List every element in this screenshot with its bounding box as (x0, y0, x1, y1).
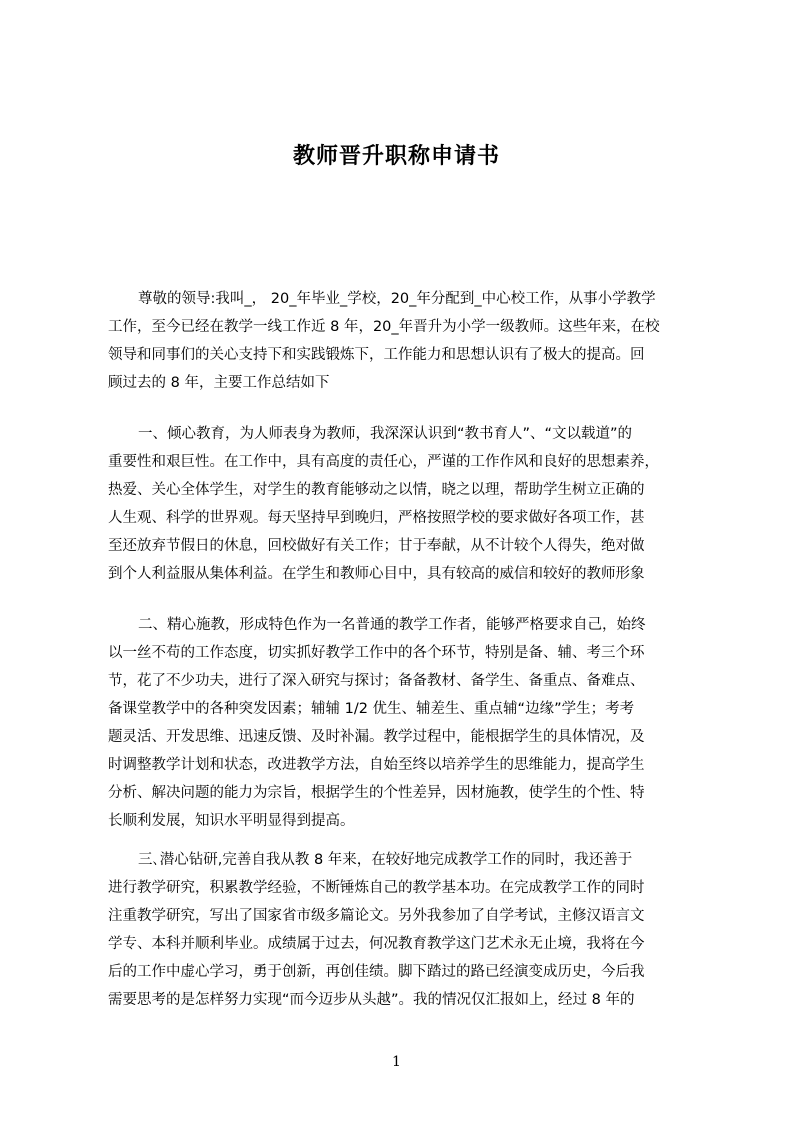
paragraph-line: 长顺利发展，知识水平明显得到提高。 (108, 813, 355, 829)
paragraph-line: 到个人利益服从集体利益。在学生和教师心目中，具有较高的威信和较好的教师形象 (108, 566, 645, 582)
paragraph-line: 备课堂教学中的各种突发因素；辅辅 1/2 优生、辅差生、重点辅“边缘”学生；考考 (108, 701, 635, 717)
paragraph-line: 学专、本科并顺利毕业。成绩属于过去，何况教育教学这门艺术永无止境，我将在今 (108, 936, 645, 952)
paragraph-line: 时调整教学计划和状态，改进教学方法，自始至终以培养学生的思维能力，提高学生 (108, 757, 645, 773)
paragraph-line: 二、精心施教，形成特色作为一名普通的教学工作者，能够严格要求自己，始终 (138, 617, 646, 633)
paragraph-line: 进行教学研究，积累教学经验，不断锤炼自己的教学基本功。在完成教学工作的同时 (108, 880, 645, 896)
paragraph-line: 尊敬的领导:我叫_， 20_年毕业_学校，20_年分配到_中心校工作，从事小学教学 (138, 291, 656, 307)
paragraph-line: 领导和同事们的关心支持下和实践锻炼下，工作能力和思想认识有了极大的提高。回 (108, 347, 645, 363)
page-number: 1 (392, 1054, 401, 1070)
paragraph-line: 至还放弃节假日的休息，回校做好有关工作；甘于奉献，从不计较个人得失，绝对做 (108, 538, 645, 554)
paragraph-line: 节，花了不少功夫，进行了深入研究与探讨；备备教材、备学生、备重点、备难点、 (108, 673, 645, 689)
paragraph-line: 热爱、关心全体学生，对学生的教育能够动之以情，晓之以理，帮助学生树立正确的 (108, 482, 645, 498)
paragraph-line: 分析、解决问题的能力为宗旨，根据学生的个性差异，因材施教，使学生的个性、特 (108, 785, 645, 801)
paragraph-line: 后的工作中虚心学习，勇于创新，再创佳绩。脚下踏过的路已经演变成历史，今后我 (108, 964, 645, 980)
paragraph-line: 一、倾心教育，为人师表身为教师，我深深认识到“教书育人”、“文以载道”的 (138, 426, 633, 442)
paragraph-line: 需要思考的是怎样努力实现“而今迈步从头越”。我的情况仅汇报如上，经过 8 年的 (108, 992, 635, 1008)
paragraph-line: 以一丝不苟的工作态度，切实抓好教学工作中的各个环节，特别是备、辅、考三个环 (108, 645, 645, 661)
paragraph-line: 人生观、科学的世界观。每天坚持早到晚归，严格按照学校的要求做好各项工作，甚 (108, 510, 645, 526)
document-title: 教师晋升职称申请书 (292, 144, 500, 169)
paragraph-line: 注重教学研究，写出了国家省市级多篇论文。另外我参加了自学考试，主修汉语言文 (108, 908, 645, 924)
paragraph-line: 重要性和艰巨性。在工作中，具有高度的责任心，严谨的工作作风和良好的思想素养， (108, 454, 659, 470)
paragraph-line: 工作，至今已经在教学一线工作近 8 年，20_年晋升为小学一级教师。这些年来，在校 (108, 319, 660, 335)
paragraph-line: 题灵活、开发思维、迅速反馈、及时补漏。教学过程中，能根据学生的具体情况，及 (108, 729, 645, 745)
paragraph-line: 顾过去的 8 年，主要工作总结如下 (108, 375, 330, 391)
paragraph-line: 三､潜心钻研,完善自我从教 8 年来，在较好地完成教学工作的同时，我还善于 (138, 852, 633, 868)
